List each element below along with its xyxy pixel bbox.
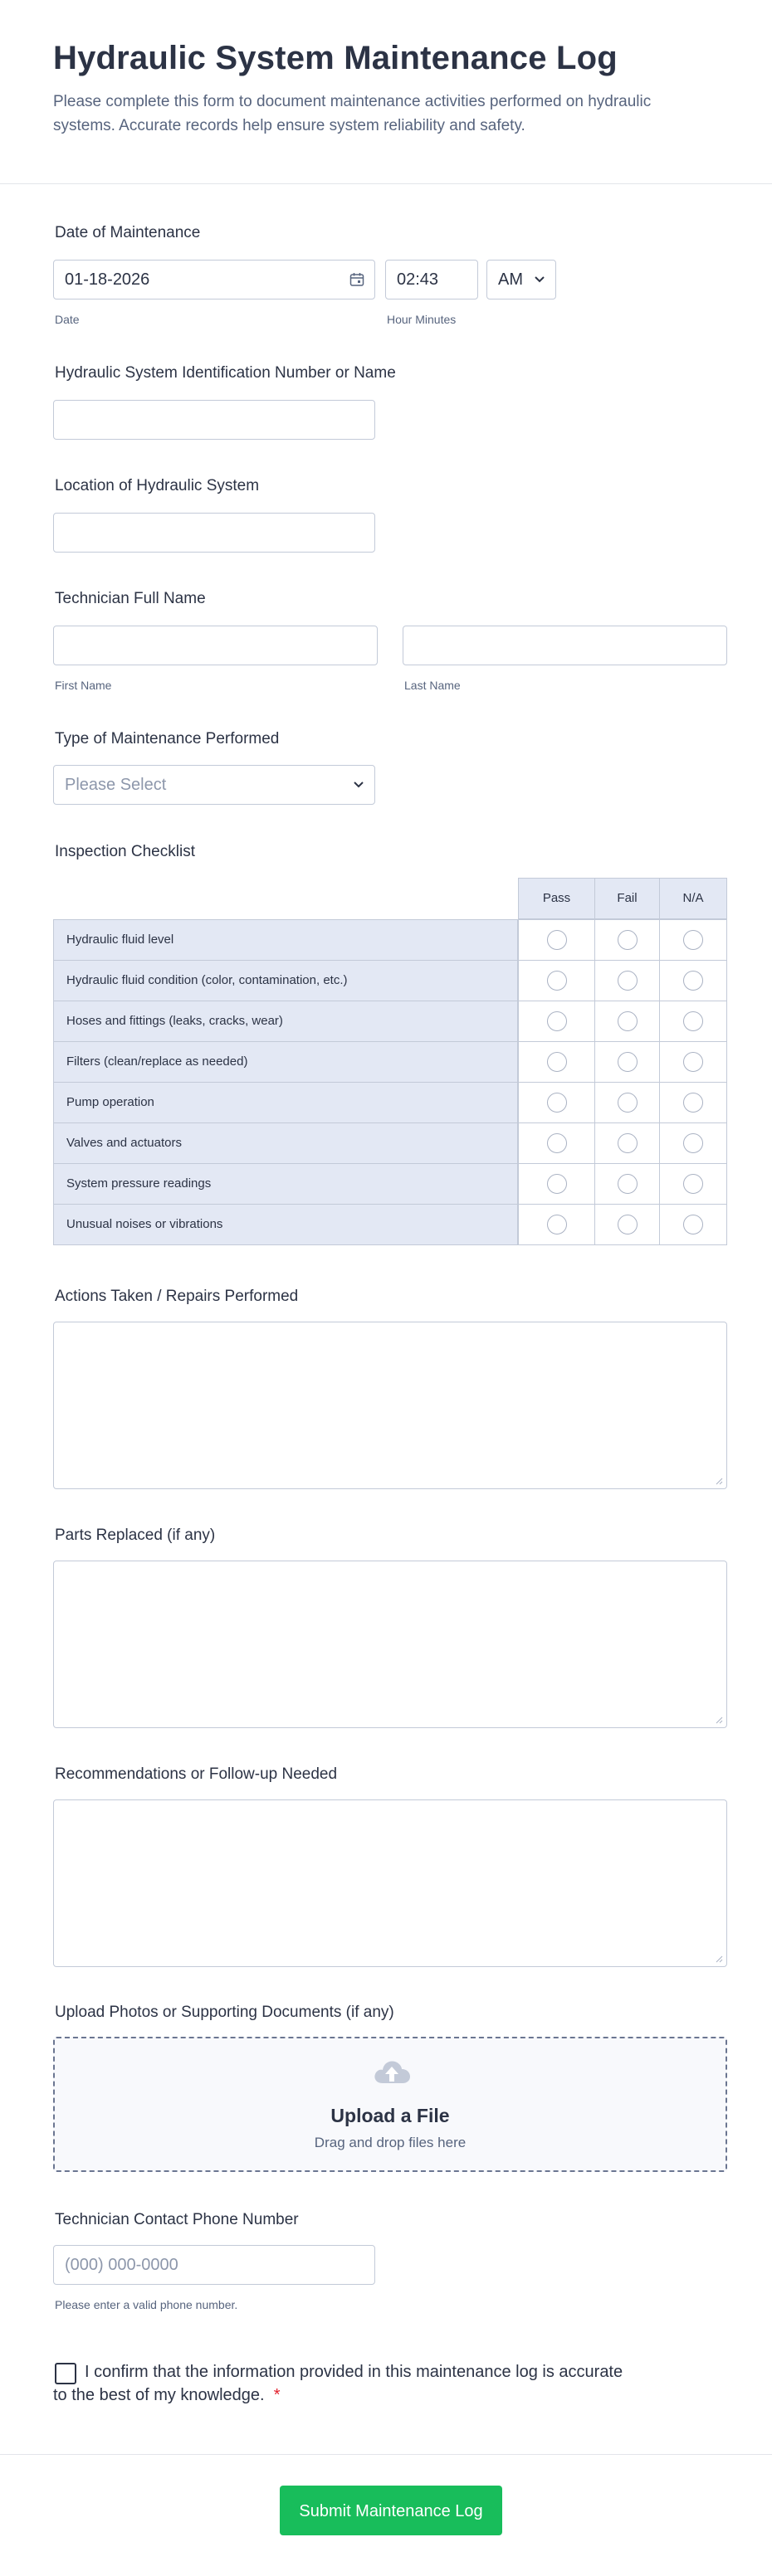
matrix-cell	[659, 1204, 727, 1245]
radio-pass[interactable]	[547, 1052, 567, 1072]
maintenance-type-label: Type of Maintenance Performed	[55, 730, 280, 747]
matrix-row	[53, 1082, 727, 1123]
upload-label: Upload Photos or Supporting Documents (if any)	[55, 2004, 394, 2021]
matrix-row	[53, 1204, 727, 1245]
time-value: 02:43	[397, 270, 439, 289]
matrix-cell	[659, 1163, 727, 1205]
date-value: 01-18-2026	[65, 270, 150, 289]
radio-fail[interactable]	[618, 1093, 638, 1113]
matrix-row-label: Filters (clean/replace as needed)	[53, 1041, 518, 1083]
ampm-value: AM	[498, 270, 523, 289]
parts-label: Parts Replaced (if any)	[55, 1527, 216, 1544]
upload-subtitle: Drag and drop files here	[314, 2135, 467, 2150]
radio-pass[interactable]	[547, 1133, 567, 1153]
confirm-label	[53, 2360, 634, 2407]
calendar-icon[interactable]	[349, 272, 364, 287]
first-name-input[interactable]	[53, 626, 378, 665]
matrix-cell	[594, 1204, 660, 1245]
submit-button[interactable]: Submit Maintenance Log	[280, 2486, 502, 2535]
matrix-row	[53, 1163, 727, 1205]
matrix-cell	[518, 1082, 595, 1123]
radio-fail[interactable]	[618, 930, 638, 950]
matrix-row-label: Hydraulic fluid condition (color, contamination, etc.)	[53, 960, 518, 1001]
date-of-maintenance-label: Date of Maintenance	[55, 224, 201, 241]
matrix-cell	[518, 1001, 595, 1042]
chevron-down-icon	[353, 781, 364, 789]
cloud-upload-icon	[373, 2057, 411, 2087]
radio-pass[interactable]	[547, 1174, 567, 1194]
matrix-row	[53, 1001, 727, 1042]
system-id-input[interactable]	[53, 400, 375, 440]
chevron-down-icon	[534, 275, 545, 284]
matrix-cell	[594, 919, 660, 961]
radio-na[interactable]	[683, 1052, 703, 1072]
technician-name-label: Technician Full Name	[55, 590, 206, 607]
first-name-sublabel: First Name	[55, 679, 112, 692]
date-input[interactable]	[53, 260, 375, 299]
matrix-cell	[518, 1163, 595, 1205]
phone-hint: Please enter a valid phone number.	[55, 2298, 238, 2311]
matrix-column-header: Fail	[594, 878, 660, 919]
radio-na[interactable]	[683, 1215, 703, 1234]
location-input[interactable]	[53, 513, 375, 553]
date-sublabel: Date	[55, 313, 80, 326]
matrix-cell	[518, 1204, 595, 1245]
matrix-cell	[518, 1122, 595, 1164]
matrix-cell	[659, 1082, 727, 1123]
radio-fail[interactable]	[618, 971, 638, 991]
matrix-cell	[594, 1122, 660, 1164]
matrix-cell	[659, 960, 727, 1001]
matrix-row	[53, 919, 727, 961]
matrix-column-header: N/A	[659, 878, 727, 919]
radio-fail[interactable]	[618, 1052, 638, 1072]
matrix-cell	[594, 1082, 660, 1123]
recommendations-label: Recommendations or Follow-up Needed	[55, 1765, 338, 1783]
radio-pass[interactable]	[547, 930, 567, 950]
matrix-row	[53, 960, 727, 1001]
form-description: Please complete this form to document maintenance activities performed on hydraulic systems. Accurate records help ensure system reliability and safety.	[53, 93, 652, 134]
radio-na[interactable]	[683, 971, 703, 991]
ampm-select[interactable]	[486, 260, 556, 299]
matrix-row-label: Hoses and fittings (leaks, cracks, wear)	[53, 1001, 518, 1042]
resize-handle-icon[interactable]	[715, 1955, 723, 1963]
time-sublabel: Hour Minutes	[387, 313, 457, 326]
radio-na[interactable]	[683, 1093, 703, 1113]
radio-pass[interactable]	[547, 1215, 567, 1234]
parts-textarea[interactable]	[53, 1561, 727, 1728]
radio-pass[interactable]	[547, 971, 567, 991]
matrix-row	[53, 1122, 727, 1164]
maintenance-type-select[interactable]	[53, 765, 375, 805]
matrix-column-header: Pass	[518, 878, 595, 919]
matrix-cell	[594, 1163, 660, 1205]
matrix-row-label: System pressure readings	[53, 1163, 518, 1205]
upload-title: Upload a File	[330, 2105, 450, 2126]
matrix-cell	[659, 919, 727, 961]
last-name-sublabel: Last Name	[404, 679, 461, 692]
matrix-row-label: Unusual noises or vibrations	[53, 1204, 518, 1245]
matrix-row	[53, 1041, 727, 1083]
phone-placeholder: (000) 000-0000	[65, 2256, 178, 2274]
required-asterisk: *	[273, 2386, 281, 2404]
maintenance-type-placeholder: Please Select	[65, 776, 167, 794]
matrix-cell	[659, 1122, 727, 1164]
matrix-cell	[518, 919, 595, 961]
matrix-cell	[594, 1041, 660, 1083]
radio-fail[interactable]	[618, 1215, 638, 1234]
radio-pass[interactable]	[547, 1011, 567, 1031]
radio-na[interactable]	[683, 1011, 703, 1031]
footer-divider	[0, 2454, 772, 2455]
radio-na[interactable]	[683, 1174, 703, 1194]
matrix-cell	[518, 1041, 595, 1083]
matrix-cell	[659, 1041, 727, 1083]
phone-input[interactable]	[53, 2245, 375, 2285]
actions-label: Actions Taken / Repairs Performed	[55, 1288, 299, 1305]
recommendations-textarea[interactable]	[53, 1799, 727, 1967]
radio-fail[interactable]	[618, 1174, 638, 1194]
matrix-row-label: Hydraulic fluid level	[53, 919, 518, 961]
radio-na[interactable]	[683, 930, 703, 950]
inspection-checklist-label: Inspection Checklist	[55, 843, 195, 860]
radio-fail[interactable]	[618, 1011, 638, 1031]
matrix-cell	[594, 1001, 660, 1042]
time-input[interactable]	[385, 260, 478, 299]
actions-textarea[interactable]	[53, 1322, 727, 1489]
matrix-row-label: Valves and actuators	[53, 1122, 518, 1164]
system-id-label: Hydraulic System Identification Number or Name	[55, 364, 396, 382]
file-upload-dropzone[interactable]	[53, 2037, 727, 2172]
last-name-input[interactable]	[403, 626, 727, 665]
radio-fail[interactable]	[618, 1133, 638, 1153]
matrix-cell	[518, 960, 595, 1001]
radio-na[interactable]	[683, 1133, 703, 1153]
matrix-row-label: Pump operation	[53, 1082, 518, 1123]
resize-handle-icon[interactable]	[715, 1716, 723, 1724]
matrix-cell	[659, 1001, 727, 1042]
resize-handle-icon[interactable]	[715, 1477, 723, 1485]
matrix-cell	[594, 960, 660, 1001]
confirm-text: I confirm that the information provided in this maintenance log is accurate to the best of my knowledge.	[53, 2363, 623, 2404]
form-title: Hydraulic System Maintenance Log	[53, 40, 618, 76]
phone-label: Technician Contact Phone Number	[55, 2211, 299, 2228]
radio-pass[interactable]	[547, 1093, 567, 1113]
form-header	[0, 0, 772, 184]
location-label: Location of Hydraulic System	[55, 477, 260, 494]
